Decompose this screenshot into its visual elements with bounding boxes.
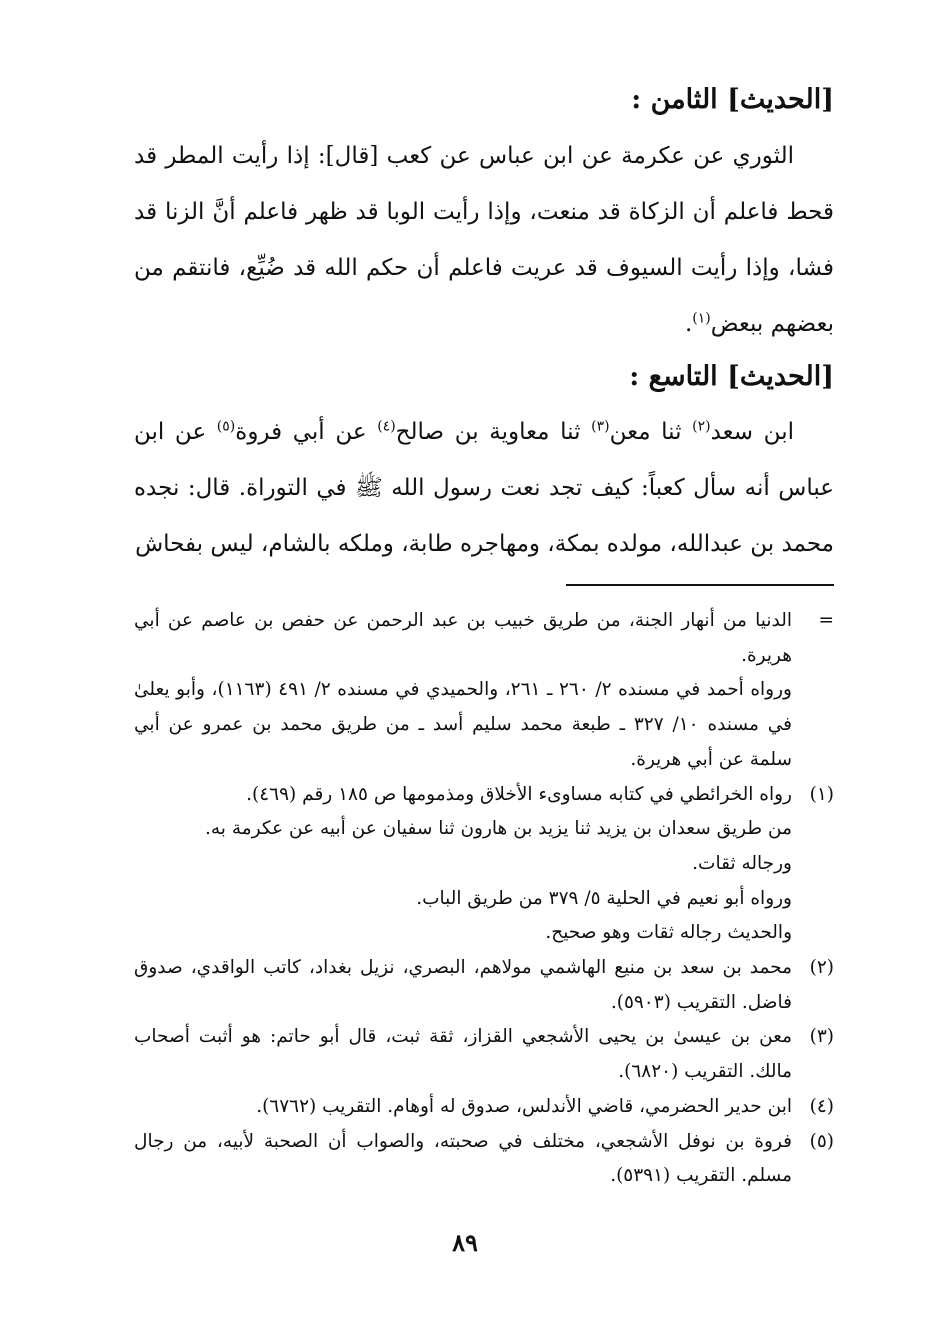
footnote-line: والحديث رجاله ثقات وهو صحيح. xyxy=(545,922,792,944)
hadith-8-text xyxy=(134,128,834,352)
hadith-9-text xyxy=(134,404,834,572)
footnote-number: (٤) xyxy=(809,1095,834,1117)
footnote-2 xyxy=(134,951,834,1020)
hadith-9-part-1: ابن سعد xyxy=(710,419,794,445)
footnote-number: (٥) xyxy=(809,1130,834,1152)
footnote-ref-4[interactable]: (٤) xyxy=(377,418,396,435)
footnote-line: ورجاله ثقات. xyxy=(692,852,792,874)
footnote-ref-5[interactable]: (٥) xyxy=(216,418,236,435)
footnote-ref-1[interactable]: (١) xyxy=(692,310,711,327)
footnote-line: معن بن عيسىٰ بن يحيى الأشجعي القزاز، ثقة ثبت، قال أبو حاتم: هو أثبت أصحاب مالك. التقريب (٦٨٢٠). xyxy=(134,1026,792,1083)
hadith-9-part-2: ثنا معن xyxy=(609,419,693,445)
footnote-number: (١) xyxy=(809,783,834,805)
footnote-line: الدنيا من أنهار الجنة، من طريق خبيب بن عبد الرحمن عن حفص بن عاصم عن أبي هريرة. xyxy=(134,610,792,666)
hadith-9-part-3: ثنا معاوية بن صالح xyxy=(395,419,592,445)
continuation-marker: = xyxy=(818,610,834,631)
footnote-line: ورواه أبو نعيم في الحلية ٥/ ٣٧٩ من طريق الباب. xyxy=(416,887,792,909)
hadith-8-heading: [الحديث] الثامن : xyxy=(631,84,834,115)
footnote-1 xyxy=(134,778,834,952)
hadith-9-heading: [الحديث] التاسع : xyxy=(629,361,834,392)
footnote-line: رواه الخرائطي في كتابه مساوىء الأخلاق ومذمومها ص ١٨٥ رقم (٤٦٩). xyxy=(246,783,792,805)
footnote-separator xyxy=(566,584,834,586)
footnote-ref-3[interactable]: (٣) xyxy=(591,418,610,435)
footnote-number: (٣) xyxy=(809,1026,834,1048)
footnote-5 xyxy=(134,1125,834,1194)
footnotes xyxy=(134,604,834,1194)
footnote-continuation xyxy=(134,604,834,778)
footnote-line: فروة بن نوفل الأشجعي، مختلف في صحبته، والصواب أن الصحبة لأبيه، من رجال مسلم. التقريب (٥٣٩١). xyxy=(134,1130,792,1187)
footnote-3 xyxy=(134,1020,834,1089)
footnote-line: محمد بن سعد بن منيع الهاشمي مولاهم، البصري، نزيل بغداد، كاتب الواقدي، صدوق فاضل. التقريب (٥٩٠٣). xyxy=(134,957,792,1013)
hadith-8-end: . xyxy=(684,311,693,337)
hadith-8-paragraph xyxy=(134,128,834,352)
footnote-4 xyxy=(134,1090,834,1125)
footnote-number: (٢) xyxy=(809,957,834,979)
hadith-9-part-5: عن ابن عباس أنه سأل كعباً: كيف تجد نعت رسول الله ﷺ في التوراة. قال: نجده محمد بن عبدالله، مولده بمكة، ومهاجره طابة، وملكه بالشام، ليس بفحاش xyxy=(134,419,834,557)
footnote-line: من طريق سعدان بن يزيد ثنا يزيد بن هارون ثنا سفيان عن أبيه عن عكرمة به. xyxy=(205,818,792,840)
hadith-8-body: الثوري عن عكرمة عن ابن عباس عن كعب [قال]: إذا رأيت المطر قد قحط فاعلم أن الزكاة قد منعت، وإذا رأيت الوبا قد ظهر فاعلم أنَّ الزنا قد فشا، وإذا رأيت السيوف قد عريت فاعلم أن حكم الله قد ضُيِّع، فانتقم من بعضهم ببعض xyxy=(134,143,834,337)
footnote-ref-2[interactable]: (٢) xyxy=(692,418,711,435)
page-number: ٨٩ xyxy=(452,1228,478,1257)
hadith-9-part-4: عن أبي فروة xyxy=(235,419,378,445)
footnote-line: ورواه أحمد في مسنده ٢/ ٢٦٠ ـ ٢٦١، والحميدي في مسنده ٢/ ٤٩١ (١١٦٣)، وأبو يعلىٰ في مسنده ١٠/ ٣٢٧ ـ طبعة محمد سليم أسد ـ من طريق محمد بن عمرو عن أبي سلمة عن أبي هريرة. xyxy=(134,679,792,770)
footnote-line: ابن حدير الحضرمي، قاضي الأندلس، صدوق له أوهام. التقريب (٦٧٦٢). xyxy=(256,1095,792,1117)
hadith-9-paragraph xyxy=(134,404,834,572)
